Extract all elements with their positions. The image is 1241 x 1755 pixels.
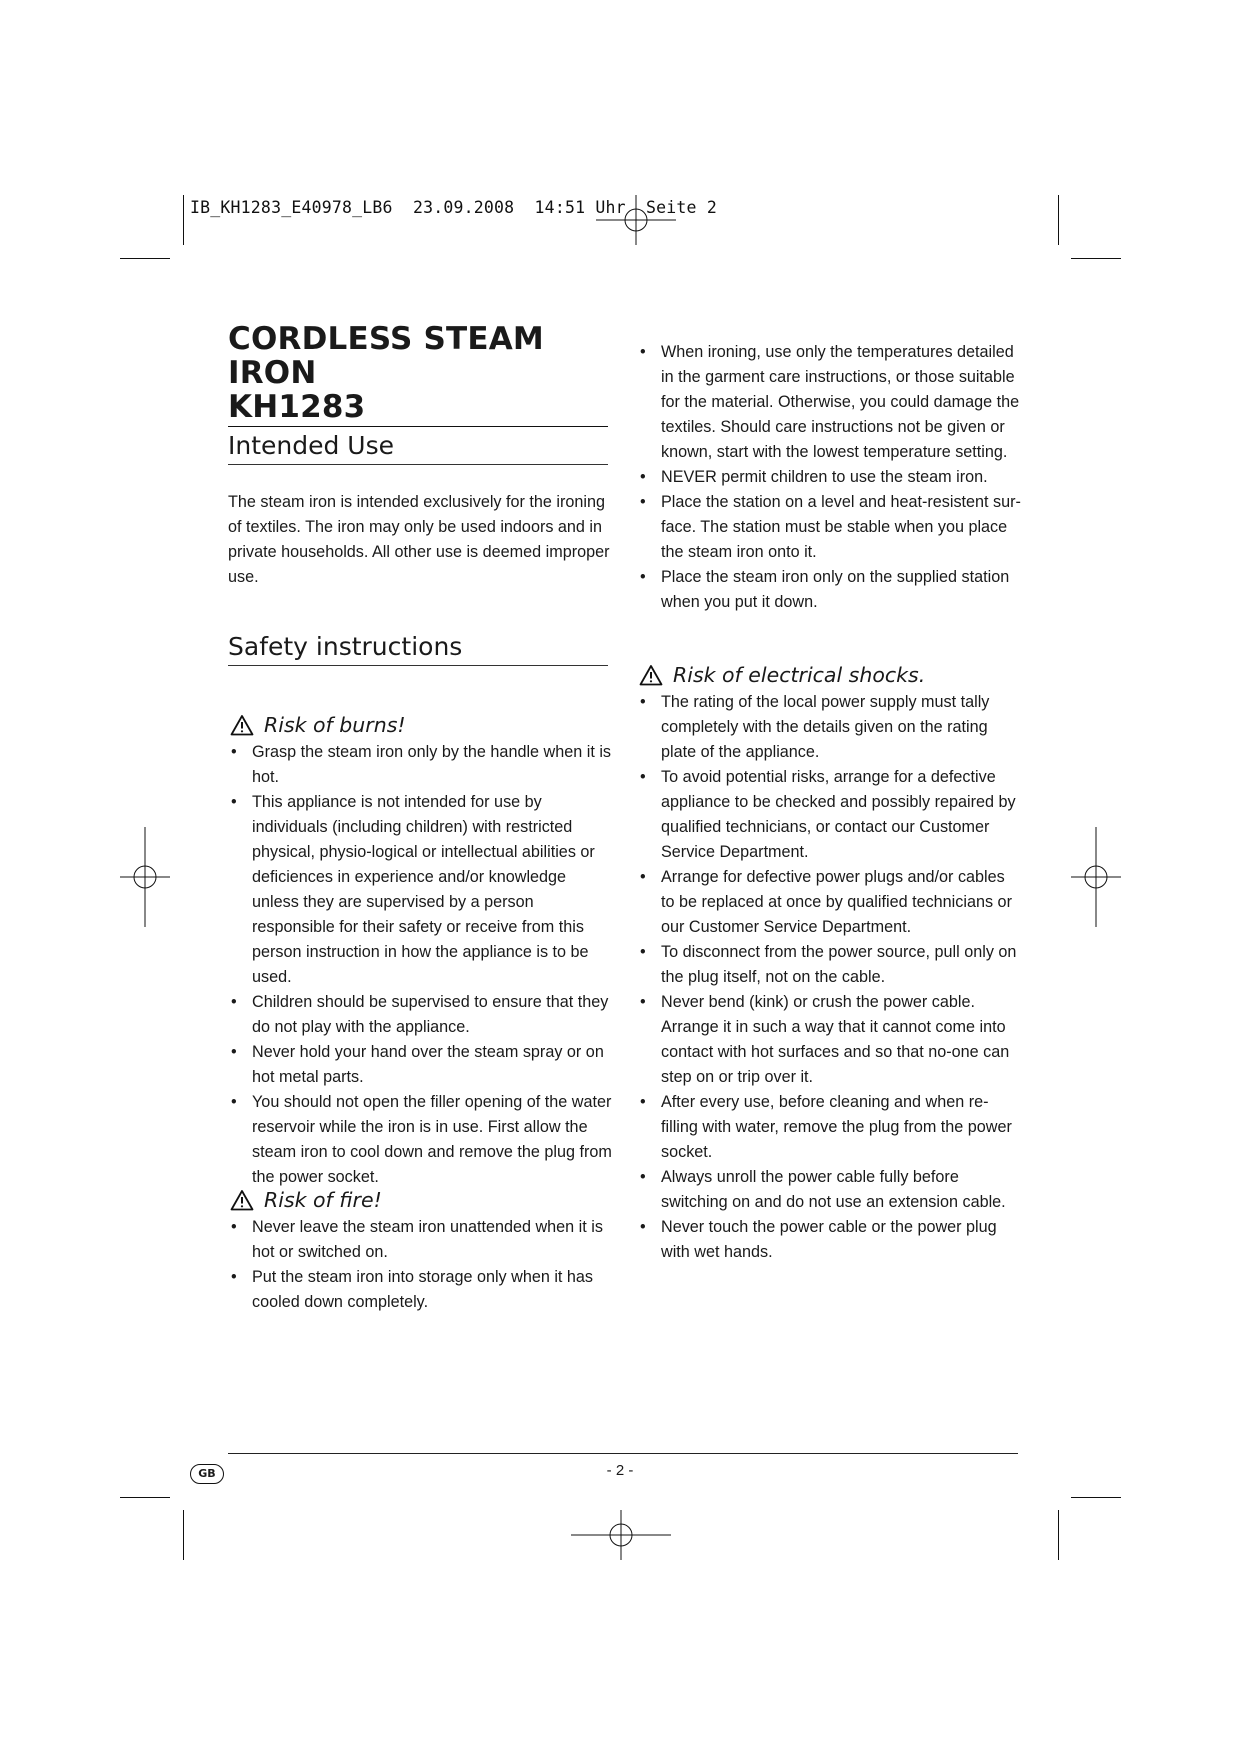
risk-of-burns-label: Risk of burns! [264, 713, 406, 737]
print-slug-line: IB_KH1283_E40978_LB6 23.09.2008 14:51 Uhr Seite 2 [190, 198, 717, 217]
document-title-line2: KH1283 [228, 389, 366, 425]
list-item: • Always unroll the power cable fully before switching on and do not use an extension cable. [637, 1165, 1021, 1215]
registration-mark-bottom-icon [571, 1510, 671, 1560]
footer-divider [228, 1453, 1018, 1454]
crop-mark-top-right-horizontal [1071, 258, 1121, 259]
language-badge: GB [190, 1464, 224, 1484]
registration-mark-top-icon [596, 195, 676, 245]
list-item: • Never touch the power cable or the power plug with wet hands. [637, 1215, 1021, 1265]
crop-mark-bottom-right-horizontal [1071, 1497, 1121, 1498]
risk-of-electrical-shocks-heading [639, 662, 925, 688]
list-item: • NEVER permit children to use the steam iron. [637, 465, 1021, 490]
list-item: • This appliance is not intended for use by individuals (including children) with restricted physical, physio-logical or intellectual abilities or deficiences in experience and/or knowledge unless they are supervised by a person responsible for their safety or receive from this person instruction in how the appliance is to be used. [228, 790, 614, 990]
risk-of-fire-label: Risk of fire! [264, 1188, 382, 1212]
crop-mark-bottom-right-vertical [1058, 1510, 1059, 1560]
list-item: • Place the station on a level and heat-resistent sur-face. The station must be stable when you place the steam iron onto it. [637, 490, 1021, 565]
list-item: • Arrange for defective power plugs and/or cables to be replaced at once by qualified technicians or our Customer Service Department. [637, 865, 1021, 940]
general-safety-list [637, 340, 1021, 615]
risk-of-burns-list [228, 740, 614, 1190]
list-item: • The rating of the local power supply must tally completely with the details given on the rating plate of the appliance. [637, 690, 1021, 765]
page-number: - 2 - [606, 1462, 634, 1479]
crop-mark-bottom-left-horizontal [120, 1497, 170, 1498]
risk-of-burns-heading [230, 712, 406, 738]
list-item: • To disconnect from the power source, pull only on the plug itself, not on the cable. [637, 940, 1021, 990]
list-item: • Never hold your hand over the steam spray or on hot metal parts. [228, 1040, 614, 1090]
warning-triangle-icon [230, 1189, 254, 1211]
document-title-line1: CORDLESS STEAM IRON [228, 321, 544, 391]
list-item: • When ironing, use only the temperatures detailed in the garment care instructions, or those suitable for the material. Otherwise, you could damage the textiles. Should care instructions not be given or known, start with the lowest temperature setting. [637, 340, 1021, 465]
risk-of-fire-heading [230, 1187, 382, 1213]
risk-of-fire-list [228, 1215, 614, 1315]
crop-mark-top-left-horizontal [120, 258, 170, 259]
intended-use-heading: Intended Use [228, 430, 608, 465]
document-title [228, 322, 608, 427]
list-item: • You should not open the filler opening of the water reservoir while the iron is in use. First allow the steam iron to cool down and remove the plug from the power socket. [228, 1090, 614, 1190]
list-item: • After every use, before cleaning and when re-filling with water, remove the plug from the power socket. [637, 1090, 1021, 1165]
list-item: • Grasp the steam iron only by the handle when it is hot. [228, 740, 614, 790]
risk-of-electrical-shocks-label: Risk of electrical shocks. [673, 663, 926, 687]
safety-instructions-heading: Safety instructions [228, 631, 608, 666]
list-item: • To avoid potential risks, arrange for a defective appliance to be checked and possibly repaired by qualified technicians, or contact our Customer Service Department. [637, 765, 1021, 865]
warning-triangle-icon [639, 664, 663, 686]
registration-mark-left-icon [120, 827, 170, 927]
crop-mark-top-right-vertical [1058, 195, 1059, 245]
warning-triangle-icon [230, 714, 254, 736]
list-item: • Never bend (kink) or crush the power cable. Arrange it in such a way that it cannot come into contact with hot surfaces and so that no-one can step on or trip over it. [637, 990, 1021, 1090]
risk-of-electrical-shocks-list [637, 690, 1021, 1265]
list-item: • Put the steam iron into storage only when it has cooled down completely. [228, 1265, 614, 1315]
intended-use-text: The steam iron is intended exclusively for the ironing of textiles. The iron may only be used indoors and in private households. All other use is deemed improper use. [228, 493, 610, 586]
crop-mark-bottom-left-vertical [183, 1510, 184, 1560]
registration-mark-right-icon [1071, 827, 1121, 927]
list-item: • Never leave the steam iron unattended when it is hot or switched on. [228, 1215, 614, 1265]
crop-mark-top-left-vertical [183, 195, 184, 245]
list-item: • Place the steam iron only on the supplied station when you put it down. [637, 565, 1021, 615]
list-item: • Children should be supervised to ensure that they do not play with the appliance. [228, 990, 614, 1040]
